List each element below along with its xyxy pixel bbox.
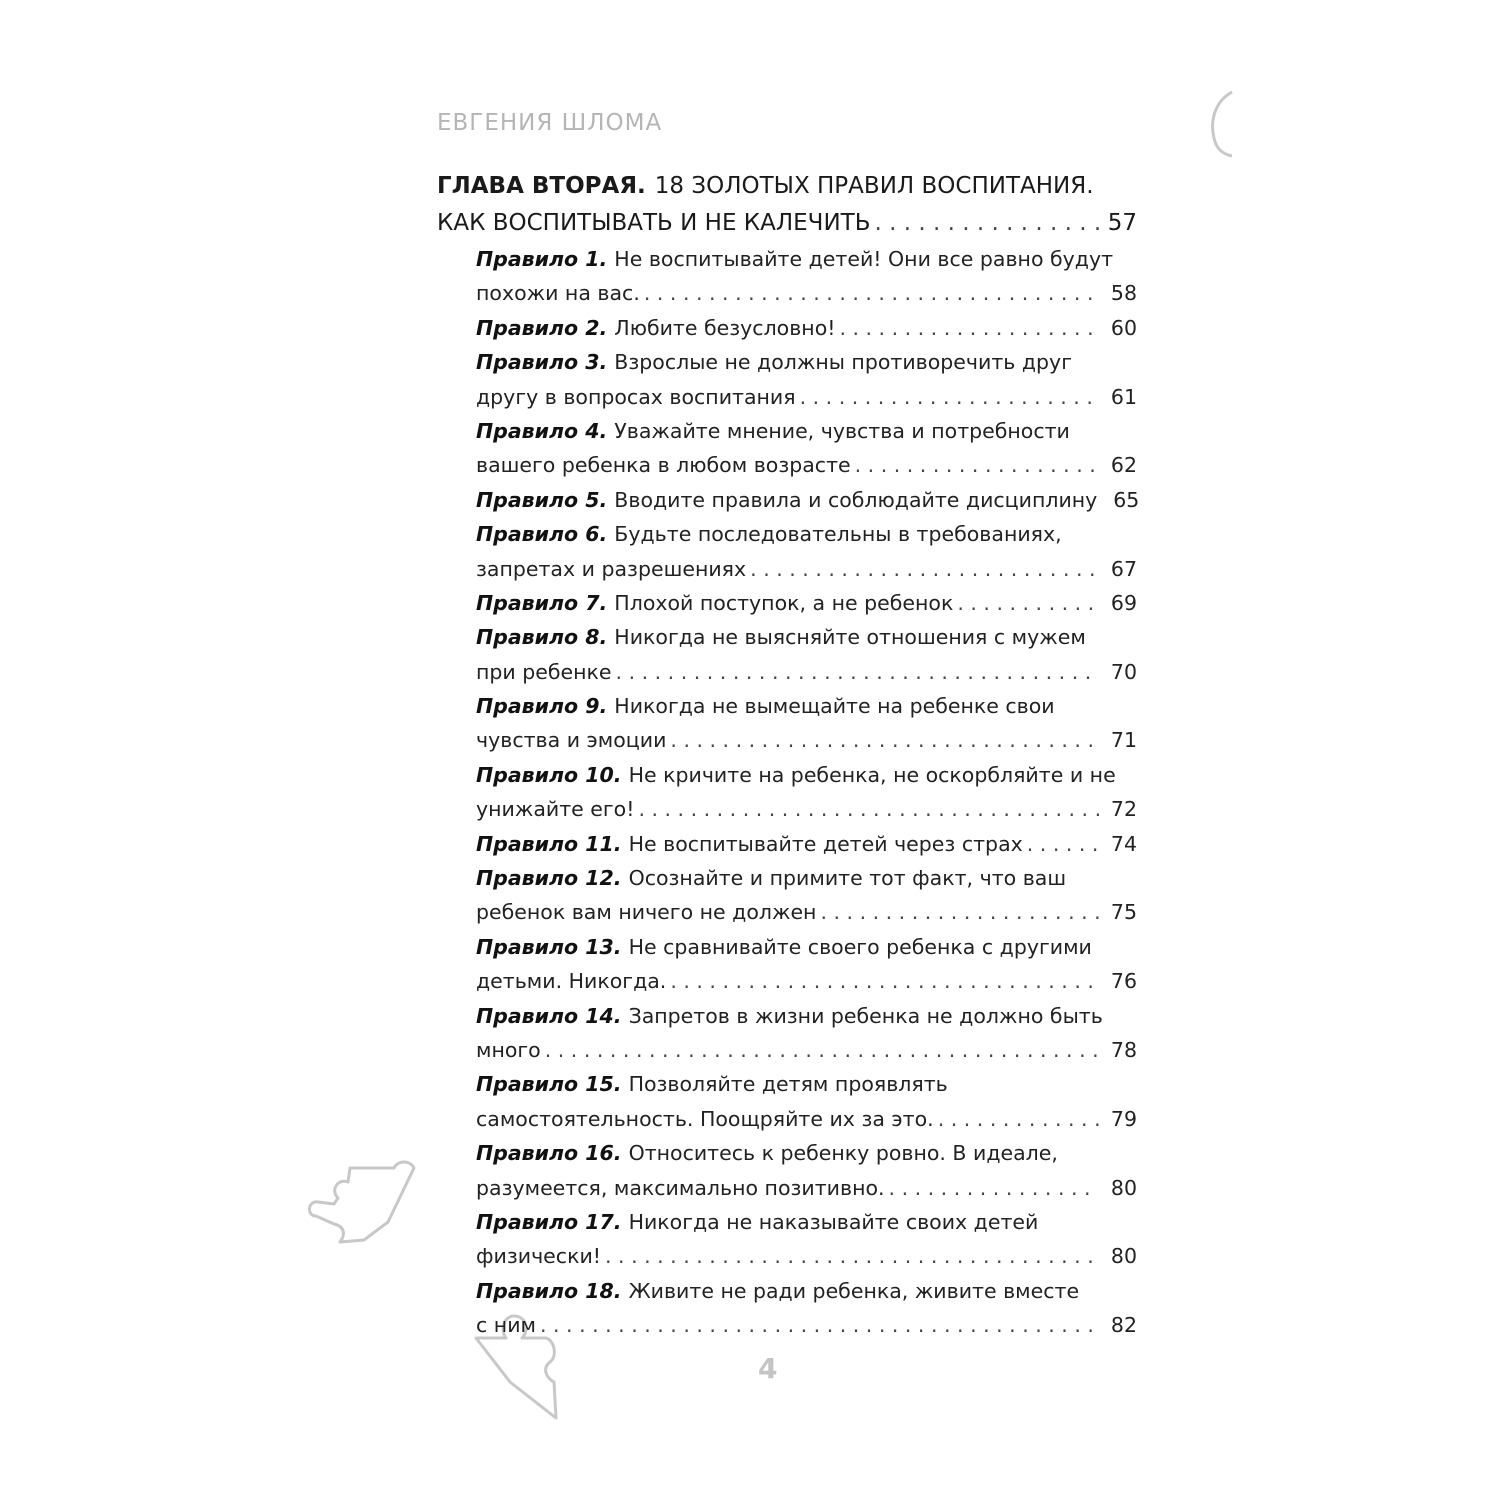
toc-entry-continued	[437, 380, 1137, 414]
running-header-author: ЕВГЕНИЯ ШЛОМА	[437, 110, 663, 136]
dot-leader	[605, 1239, 1099, 1273]
bracket-arc-icon	[1200, 88, 1240, 160]
rule-label: Правило 12.	[476, 866, 622, 891]
rule-label: Правило 6.	[476, 522, 608, 547]
dot-leader	[540, 1308, 1099, 1342]
toc-page-number: 70	[1110, 659, 1137, 684]
toc-entry-continued	[437, 448, 1137, 482]
dot-leader	[670, 964, 1099, 998]
rule-title: Не воспитывайте детей! Они все равно будут	[614, 247, 1114, 271]
toc-entry	[437, 483, 1140, 517]
dot-leader	[889, 1171, 1099, 1205]
toc-entry	[437, 999, 1137, 1033]
rule-label: Правило 15.	[476, 1072, 622, 1097]
chapter-label: ГЛАВА ВТОРАЯ.	[437, 173, 646, 199]
toc-entry	[437, 311, 1137, 345]
dot-leader	[855, 448, 1099, 482]
rule-label: Правило 10.	[476, 762, 622, 787]
rule-title-continued: разумеется, максимально позитивно.	[476, 1175, 885, 1200]
toc-entry	[437, 345, 1137, 379]
dot-leader	[616, 655, 1099, 689]
toc-entry-continued	[437, 723, 1137, 757]
rule-title: Не воспитывайте детей через страх	[628, 831, 1023, 856]
rule-title-continued: вашего ребенка в любом возрасте	[476, 453, 851, 478]
toc-entry	[437, 930, 1137, 964]
rule-label: Правило 1.	[476, 247, 608, 271]
toc-page-number: 78	[1110, 1037, 1137, 1062]
rule-label: Правило 9.	[476, 694, 608, 719]
toc-entry-continued	[437, 1102, 1137, 1136]
toc-page-number: 65	[1113, 487, 1140, 512]
rule-label: Правило 5.	[476, 487, 608, 512]
rule-title: Вводите правила и соблюдайте дисциплину	[614, 487, 1098, 512]
dot-leader	[1027, 827, 1099, 861]
rule-label: Правило 18.	[476, 1278, 622, 1303]
rule-title: Не кричите на ребенка, не оскорбляйте и не	[628, 762, 1116, 787]
rule-title: Запретов в жизни ребенка не должно быть	[628, 1003, 1103, 1028]
toc-entry	[437, 758, 1137, 792]
toc-entry-continued	[437, 895, 1137, 929]
toc-page-number: 80	[1110, 1244, 1137, 1269]
rule-label: Правило 4.	[476, 418, 608, 443]
toc-entry-continued	[437, 964, 1137, 998]
dot-leader	[750, 552, 1099, 586]
rule-label: Правило 14.	[476, 1003, 622, 1028]
toc-page-number: 72	[1110, 797, 1137, 822]
rule-label: Правило 13.	[476, 934, 622, 959]
toc-entry	[437, 1067, 1137, 1101]
rule-title-continued: унижайте его!	[476, 797, 635, 822]
toc-page-number: 60	[1110, 315, 1137, 340]
chapter-title-line2: КАК ВОСПИТЫВАТЬ И НЕ КАЛЕЧИТЬ	[437, 210, 871, 236]
rule-title-continued: детьми. Никогда.	[476, 969, 667, 994]
toc-page-number: 71	[1110, 728, 1137, 753]
rule-label: Правило 7.	[476, 590, 608, 615]
chapter-page-number: 57	[1107, 210, 1137, 236]
toc-entry	[437, 620, 1137, 654]
toc-entry	[437, 689, 1137, 723]
toc-entry-continued	[437, 792, 1137, 826]
rule-label: Правило 11.	[476, 831, 622, 856]
rule-title-continued: самостоятельность. Поощряйте их за это.	[476, 1106, 934, 1131]
toc-entry-continued	[437, 1033, 1137, 1067]
toc-entry	[437, 861, 1137, 895]
toc-entry-continued	[437, 655, 1137, 689]
dot-leader	[820, 895, 1099, 929]
rule-title-continued: физически!	[476, 1244, 601, 1269]
rule-title: Плохой поступок, а не ребенок	[614, 590, 954, 615]
dot-leader	[545, 1033, 1099, 1067]
rule-title: Не сравнивайте своего ребенка с другими	[628, 934, 1092, 959]
toc-entry	[437, 1136, 1137, 1170]
toc-page-number: 62	[1110, 453, 1137, 478]
rule-title: Никогда не наказывайте своих детей	[628, 1209, 1039, 1234]
dot-leader	[938, 1102, 1099, 1136]
toc-entry	[437, 827, 1137, 861]
chapter-heading	[437, 168, 1137, 205]
rule-title-continued: ребенок вам ничего не должен	[476, 900, 817, 925]
rule-title-continued: при ребенке	[476, 659, 612, 684]
rule-title: Будьте последовательны в требованиях,	[614, 522, 1062, 547]
dot-leader	[670, 723, 1099, 757]
chapter-title-line1: 18 ЗОЛОТЫХ ПРАВИЛ ВОСПИТАНИЯ.	[654, 173, 1094, 199]
rule-title-continued: чувства и эмоции	[476, 728, 667, 753]
toc-entry-continued	[437, 1171, 1137, 1205]
toc-entry	[437, 1274, 1137, 1308]
rule-title-continued: другу в вопросах воспитания	[476, 384, 796, 409]
rule-title: Никогда не вымещайте на ребенке свои	[614, 694, 1055, 719]
dot-leader	[957, 586, 1099, 620]
rule-title: Живите не ради ребенка, живите вместе	[628, 1278, 1080, 1303]
rule-label: Правило 3.	[476, 350, 608, 375]
puzzle-piece-icon	[306, 1160, 422, 1250]
dot-leader	[644, 276, 1099, 310]
page-number: 4	[758, 1352, 778, 1385]
rule-title-continued: много	[476, 1037, 541, 1062]
rule-label: Правило 16.	[476, 1141, 622, 1166]
toc-page-number: 79	[1110, 1106, 1137, 1131]
toc-entry	[437, 414, 1137, 448]
rule-title: Позволяйте детям проявлять	[628, 1072, 948, 1097]
table-of-contents	[437, 168, 1140, 1343]
toc-entry-continued	[437, 1308, 1137, 1342]
rule-title: Никогда не выясняйте отношения с мужем	[614, 625, 1086, 650]
toc-page-number: 58	[1110, 281, 1137, 306]
toc-page-number: 69	[1110, 590, 1137, 615]
rule-label: Правило 17.	[476, 1209, 622, 1234]
dot-leader	[839, 311, 1099, 345]
toc-entry	[437, 586, 1137, 620]
dot-leader	[875, 205, 1100, 242]
toc-entry	[437, 517, 1137, 551]
toc-page-number: 61	[1110, 384, 1137, 409]
rule-title: Относитесь к ребенку ровно. В идеале,	[628, 1141, 1058, 1166]
dot-leader	[800, 380, 1099, 414]
rule-title-continued: запретах и разрешениях	[476, 556, 747, 581]
rule-title: Уважайте мнение, чувства и потребности	[614, 418, 1070, 443]
rule-title: Взрослые не должны противоречить друг	[614, 350, 1072, 375]
rule-title-continued: с ним	[476, 1313, 536, 1338]
rule-label: Правило 8.	[476, 625, 608, 650]
toc-page-number: 75	[1110, 900, 1137, 925]
toc-page-number: 76	[1110, 969, 1137, 994]
toc-page-number: 82	[1110, 1313, 1137, 1338]
rule-label: Правило 2.	[476, 315, 608, 340]
toc-page-number: 80	[1110, 1175, 1137, 1200]
toc-page-number: 67	[1110, 556, 1137, 581]
toc-entry	[437, 1205, 1137, 1239]
toc-entry-continued	[437, 1239, 1137, 1273]
rule-title: Любите безусловно!	[614, 315, 836, 340]
toc-entry-continued	[437, 276, 1137, 310]
toc-entry-continued	[437, 552, 1137, 586]
chapter-heading-continued	[437, 205, 1137, 242]
dot-leader	[638, 792, 1099, 826]
rule-title-continued: похожи на вас.	[476, 281, 640, 306]
toc-page-number: 74	[1110, 831, 1137, 856]
rule-title: Осознайте и примите тот факт, что ваш	[628, 866, 1067, 891]
toc-entry	[437, 242, 1137, 276]
rules-list	[437, 242, 1140, 1343]
